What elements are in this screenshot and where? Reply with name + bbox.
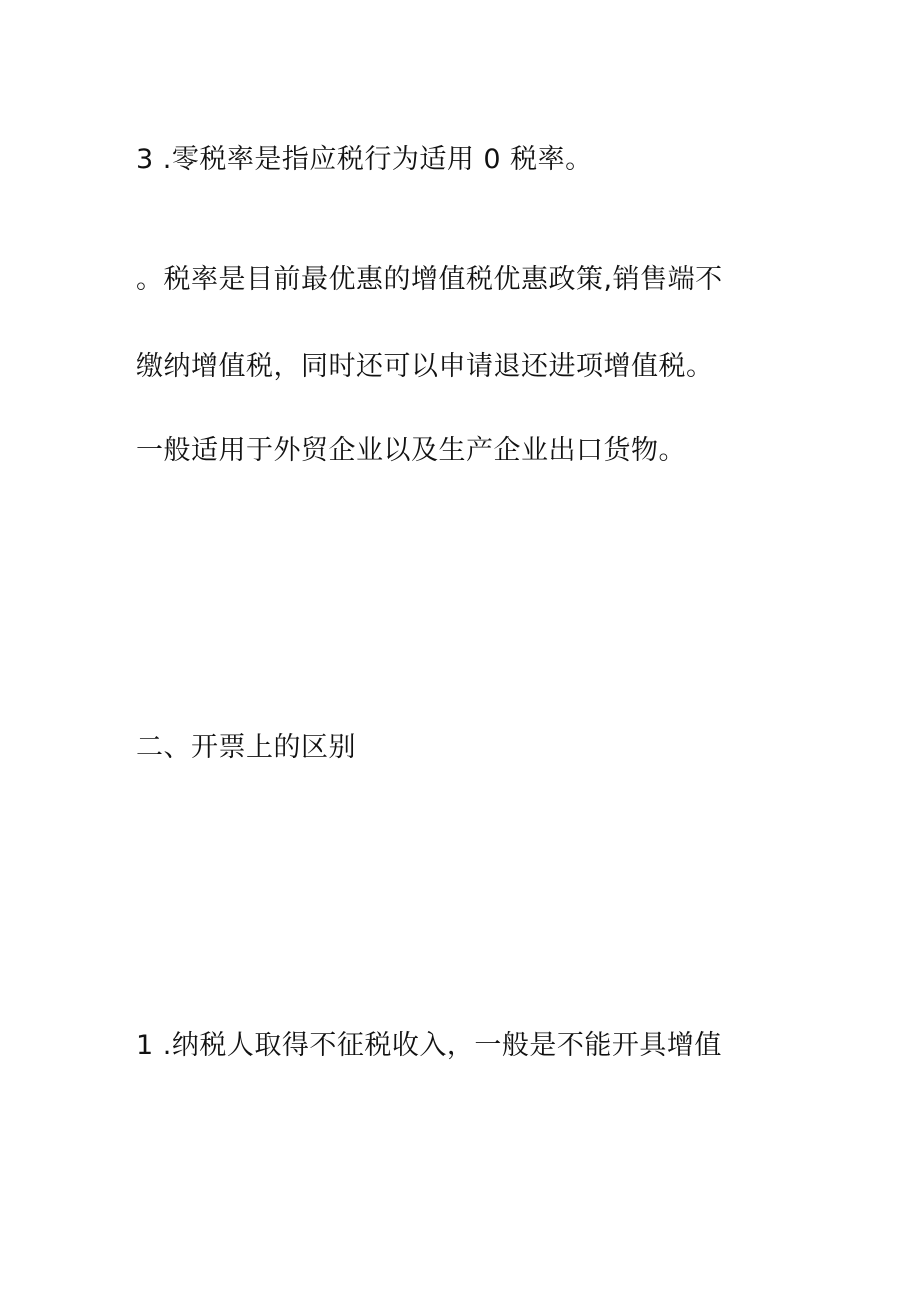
section-heading: 二、开票上的区别 xyxy=(136,732,356,763)
paragraph-zero-tax-rate-heading: 3 .零税率是指应税行为适用 0 税率。 xyxy=(136,144,593,175)
paragraph-line: 一般适用于外贸企业以及生产企业出口货物。 xyxy=(136,435,686,466)
paragraph-line: 。税率是目前最优惠的增值税优惠政策,销售端不 xyxy=(136,264,723,295)
paragraph-line: 缴纳增值税，同时还可以申请退还进项增值税。 xyxy=(136,351,714,382)
paragraph-line: 1 .纳税人取得不征税收入，一般是不能开具增值 xyxy=(136,1030,722,1061)
